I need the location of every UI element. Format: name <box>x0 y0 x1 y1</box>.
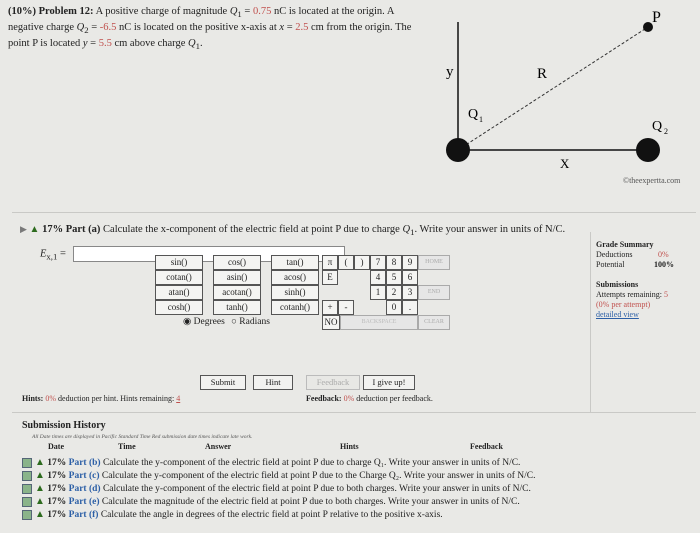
problem-text: nC is located on the positive x-axis at <box>116 22 280 34</box>
submissions-label: Submissions <box>596 280 639 289</box>
problem-statement <box>8 5 428 53</box>
list-item[interactable] <box>22 483 531 495</box>
digit-9[interactable]: 9 <box>402 255 418 270</box>
problem-points: (10%) <box>8 6 36 17</box>
calculator-keypad <box>155 255 455 365</box>
problem-number: Problem 12: <box>38 6 94 17</box>
row-part: Part (f) <box>68 510 99 520</box>
row-text: Calculate the y-component of the electric field at point P due to the Charge Q₂. Write your answer in units of N/C. <box>101 471 536 481</box>
row-part: Part (b) <box>68 458 101 468</box>
q2-value: -6.5 <box>99 22 117 34</box>
grade-summary <box>596 240 696 320</box>
row-text: Calculate the magnitude of the electric field at point P due to both charges. Write your answer in units of N/C. <box>101 497 520 507</box>
part-status-icon <box>22 510 32 520</box>
radians-radio[interactable]: ○ <box>231 317 237 327</box>
e-button[interactable]: E <box>322 270 338 285</box>
q1-charge <box>446 138 470 162</box>
row-text: Calculate the angle in degrees of the electric field at point P relative to the positive x-axis. <box>100 510 443 520</box>
problem-text: point P is located <box>8 38 83 50</box>
part-a-question <box>20 224 565 237</box>
problem-text: nC is located at the origin. A <box>271 6 395 17</box>
sin-button[interactable]: sin() <box>155 255 203 270</box>
hints-label: Hints: <box>22 394 46 403</box>
tanh-button[interactable]: tanh() <box>213 300 261 315</box>
problem-text: . <box>199 38 203 50</box>
pi-button[interactable]: π <box>322 255 338 270</box>
charge-symbol: Q <box>402 224 411 235</box>
feedback-button[interactable]: Feedback <box>306 375 360 390</box>
feedback-percent: 0% <box>343 394 355 403</box>
x-value: 2.5 <box>295 22 309 34</box>
potential-value: 100% <box>654 260 674 269</box>
hints-info <box>22 394 180 403</box>
q1-symbol: Q <box>229 6 238 17</box>
part-status-icon <box>22 497 32 507</box>
submit-button[interactable]: Submit <box>200 375 246 390</box>
digit-0[interactable]: 0 <box>386 300 402 315</box>
row-part: Part (e) <box>68 497 100 507</box>
list-item[interactable] <box>22 496 520 508</box>
row-percent: 17% <box>47 510 67 520</box>
feedback-label: Feedback: <box>306 394 344 403</box>
deductions-label: Deductions <box>596 250 633 259</box>
expand-triangle-icon[interactable]: ▶ <box>20 224 27 234</box>
digit-6[interactable]: 6 <box>402 270 418 285</box>
warning-icon: ▲ <box>35 496 45 507</box>
sinh-button[interactable]: sinh() <box>271 285 319 300</box>
charge-subscript: 1 <box>410 227 415 238</box>
digit-4[interactable]: 4 <box>370 270 386 285</box>
panel-divider <box>12 412 696 413</box>
q1-label: Q <box>468 107 479 122</box>
list-item[interactable] <box>22 509 443 521</box>
part-status-icon <box>22 458 32 468</box>
answer-variable-sub: x,1 <box>46 251 58 262</box>
r-label: R <box>537 66 548 82</box>
digit-3[interactable]: 3 <box>402 285 418 300</box>
clear-button[interactable]: CLEAR <box>418 315 450 330</box>
equals: = <box>57 248 66 260</box>
hints-text: deduction per hint. Hints remaining: <box>56 394 177 403</box>
atan-button[interactable]: atan() <box>155 285 203 300</box>
digit-1[interactable]: 1 <box>370 285 386 300</box>
submission-history-note: All Date times are displayed in Pacific Standard Time Red submission date times indicate late work. <box>32 434 253 440</box>
list-item[interactable] <box>22 470 535 482</box>
x-label: X <box>560 156 570 171</box>
acotan-button[interactable]: acotan() <box>213 285 261 300</box>
q1-value: 0.75 <box>252 6 272 17</box>
open-paren-button[interactable]: ( <box>338 255 354 270</box>
problem-text: cm above charge <box>111 38 189 50</box>
grade-summary-title: Grade Summary <box>596 240 654 249</box>
digit-5[interactable]: 5 <box>386 270 402 285</box>
part-a-question-text: Calculate the x-component of the electric field at point P due to charge <box>103 224 403 235</box>
row-percent: 17% <box>47 471 67 481</box>
no-button[interactable]: NO <box>322 315 340 330</box>
p-label: P <box>652 9 661 26</box>
part-status-icon <box>22 471 32 481</box>
deductions-value: 0% <box>658 250 669 259</box>
decimal-button[interactable]: . <box>402 300 418 315</box>
feedback-info <box>306 394 433 403</box>
q2-subscript: 2 <box>84 25 89 36</box>
equals: = <box>241 6 253 17</box>
plus-button[interactable]: + <box>322 300 338 315</box>
per-attempt: (0% per attempt) <box>596 300 651 309</box>
q2-symbol: Q <box>76 22 85 34</box>
y-label: y <box>446 64 454 80</box>
copyright: ©theexpertta.com <box>623 176 681 185</box>
x-symbol: x <box>279 22 285 34</box>
close-paren-button[interactable]: ) <box>354 255 370 270</box>
problem-text: cm from the origin. The <box>308 22 412 34</box>
radians-label: Radians <box>239 317 270 327</box>
equals: = <box>88 22 100 34</box>
part-a-label: Part (a) <box>65 224 101 235</box>
acos-button[interactable]: acos() <box>271 270 319 285</box>
attempts-label: Attempts remaining: <box>596 290 664 299</box>
degrees-radio[interactable]: ◉ <box>183 317 192 327</box>
cotanh-button[interactable]: cotanh() <box>271 300 319 315</box>
q1-subscript: 1 <box>237 9 242 20</box>
header-answer: Answer <box>205 442 232 451</box>
give-up-button[interactable]: I give up! <box>363 375 415 390</box>
q1-label-sub: 1 <box>479 115 483 124</box>
problem-text: negative charge <box>8 22 77 34</box>
row-text: Calculate the y-component of the electric field at point P due to charge Q₁. Write your answer in units of N/C. <box>102 458 521 468</box>
warning-icon: ▲ <box>35 470 45 481</box>
row-part: Part (d) <box>68 484 101 494</box>
q2-charge <box>636 138 660 162</box>
equals: = <box>284 22 296 34</box>
q2-label: Q <box>652 119 663 134</box>
end-button[interactable]: END <box>418 285 450 300</box>
q1-subscript: 1 <box>195 41 200 52</box>
row-percent: 17% <box>47 458 67 468</box>
warning-icon: ▲ <box>35 457 45 468</box>
backspace-button[interactable]: BACKSPACE <box>340 315 418 330</box>
detailed-view-link[interactable]: detailed view <box>596 310 639 319</box>
diagram-svg <box>440 0 700 200</box>
header-feedback: Feedback <box>470 442 503 451</box>
q1-symbol: Q <box>188 38 196 50</box>
y-symbol: y <box>82 38 88 50</box>
warning-icon: ▲ <box>29 224 40 235</box>
equals: = <box>87 38 99 50</box>
row-text: Calculate the y-component of the electric field at point P due to both charges. Write your answer in units of N/C. <box>102 484 531 494</box>
part-a-question-end: . Write your answer in units of N/C. <box>414 224 566 235</box>
y-value: 5.5 <box>98 38 112 50</box>
problem-text: A positive charge of magnitude <box>95 6 230 17</box>
panel-divider <box>12 212 696 213</box>
potential-label: Potential <box>596 260 625 269</box>
cos-button[interactable]: cos() <box>213 255 261 270</box>
warning-icon: ▲ <box>35 483 45 494</box>
panel-divider <box>590 232 591 412</box>
degrees-label: Degrees <box>193 317 225 327</box>
hint-button[interactable]: Hint <box>253 375 293 390</box>
row-percent: 17% <box>47 484 67 494</box>
header-time: Time <box>118 442 136 451</box>
hints-remaining: 4 <box>176 394 181 403</box>
home-button[interactable]: HOME <box>418 255 450 270</box>
digit-2[interactable]: 2 <box>386 285 402 300</box>
submission-history-title: Submission History <box>22 420 106 431</box>
hints-percent: 0% <box>45 394 57 403</box>
cosh-button[interactable]: cosh() <box>155 300 203 315</box>
warning-icon: ▲ <box>35 509 45 520</box>
asin-button[interactable]: asin() <box>213 270 261 285</box>
answer-variable: E <box>40 248 47 260</box>
charge-diagram <box>440 0 700 200</box>
angle-mode <box>183 316 270 327</box>
minus-button[interactable]: - <box>338 300 354 315</box>
row-percent: 17% <box>47 497 67 507</box>
q2-label-sub: 2 <box>664 127 668 136</box>
tan-button[interactable]: tan() <box>271 255 319 270</box>
feedback-text: deduction per feedback. <box>354 394 433 403</box>
r-line <box>458 27 648 150</box>
part-a-percent: 17% <box>42 224 64 235</box>
list-item[interactable] <box>22 457 520 469</box>
row-part: Part (c) <box>68 471 100 481</box>
header-hints: Hints <box>340 442 359 451</box>
digit-7[interactable]: 7 <box>370 255 386 270</box>
part-status-icon <box>22 484 32 494</box>
header-date: Date <box>48 442 64 451</box>
digit-8[interactable]: 8 <box>386 255 402 270</box>
cotan-button[interactable]: cotan() <box>155 270 203 285</box>
attempts-value: 5 <box>664 290 668 299</box>
